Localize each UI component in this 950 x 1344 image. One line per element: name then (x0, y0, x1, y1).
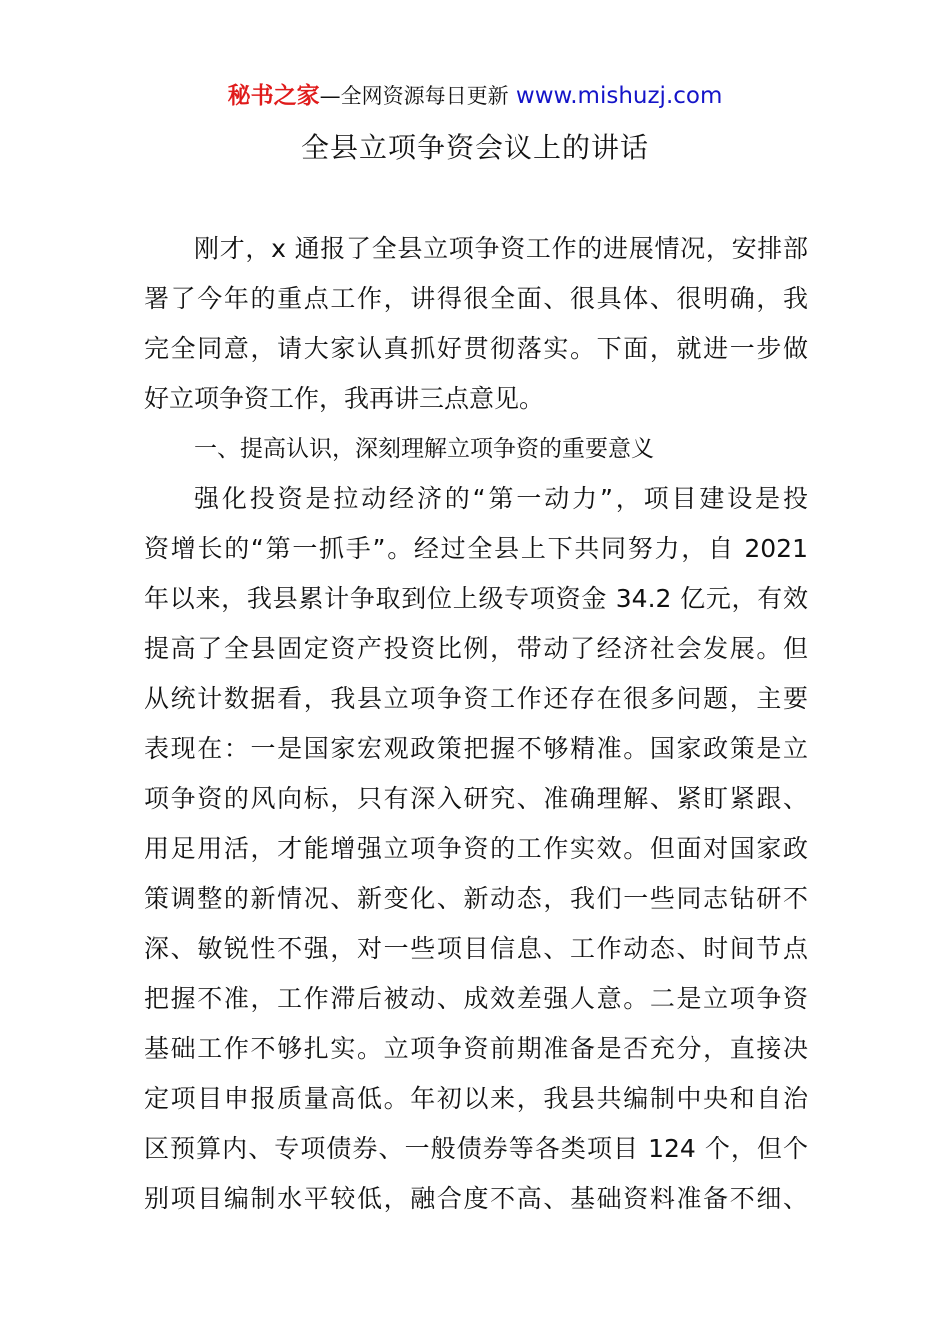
section-heading: 一、提高认识，深刻理解立项争资的重要意义 (194, 436, 654, 462)
body-line: 资增长的“第一抓手”。经过全县上下共同努力，自 2021 (144, 534, 808, 563)
body-line: 年以来，我县累计争取到位上级专项资金 34.2 亿元，有效 (144, 584, 808, 613)
body-line: 把握不准，工作滞后被动、成效差强人意。二是立项争资 (144, 984, 808, 1013)
body-line: 表现在：一是国家宏观政策把握不够精准。国家政策是立 (144, 734, 808, 763)
body-line: 刚才，x 通报了全县立项争资工作的进展情况，安排部 (194, 234, 808, 263)
document-body (144, 224, 808, 1224)
body-line: 深、敏锐性不强，对一些项目信息、工作动态、时间节点 (144, 934, 808, 963)
body-line: 项争资的风向标，只有深入研究、准确理解、紧盯紧跟、 (144, 784, 808, 813)
body-line: 提高了全县固定资产投资比例，带动了经济社会发展。但 (144, 634, 808, 663)
body-line: 用足用活，才能增强立项争资的工作实效。但面对国家政 (144, 834, 808, 863)
body-line: 好立项争资工作，我再讲三点意见。 (144, 384, 545, 413)
body-line: 署了今年的重点工作，讲得很全面、很具体、很明确，我 (144, 284, 808, 313)
site-url-link[interactable]: www.mishuzj.com (515, 83, 723, 109)
body-line: 基础工作不够扎实。立项争资前期准备是否充分，直接决 (144, 1034, 808, 1063)
header-tagline: —全网资源每日更新 (319, 84, 509, 108)
body-line: 别项目编制水平较低，融合度不高、基础资料准备不细、 (144, 1184, 808, 1213)
body-line: 强化投资是拉动经济的“第一动力”，项目建设是投 (194, 484, 808, 513)
document-title: 全县立项争资会议上的讲话 (300, 131, 649, 164)
body-line: 完全同意，请大家认真抓好贯彻落实。下面，就进一步做 (144, 334, 808, 363)
body-line: 区预算内、专项债券、一般债券等各类项目 124 个，但个 (144, 1134, 808, 1163)
brand-name: 秘书之家 (227, 83, 320, 109)
body-line: 定项目申报质量高低。年初以来，我县共编制中央和自治 (144, 1084, 808, 1113)
body-line: 策调整的新情况、新变化、新动态，我们一些同志钻研不 (144, 884, 808, 913)
body-line: 从统计数据看，我县立项争资工作还存在很多问题，主要 (144, 684, 808, 713)
site-header (0, 80, 950, 112)
